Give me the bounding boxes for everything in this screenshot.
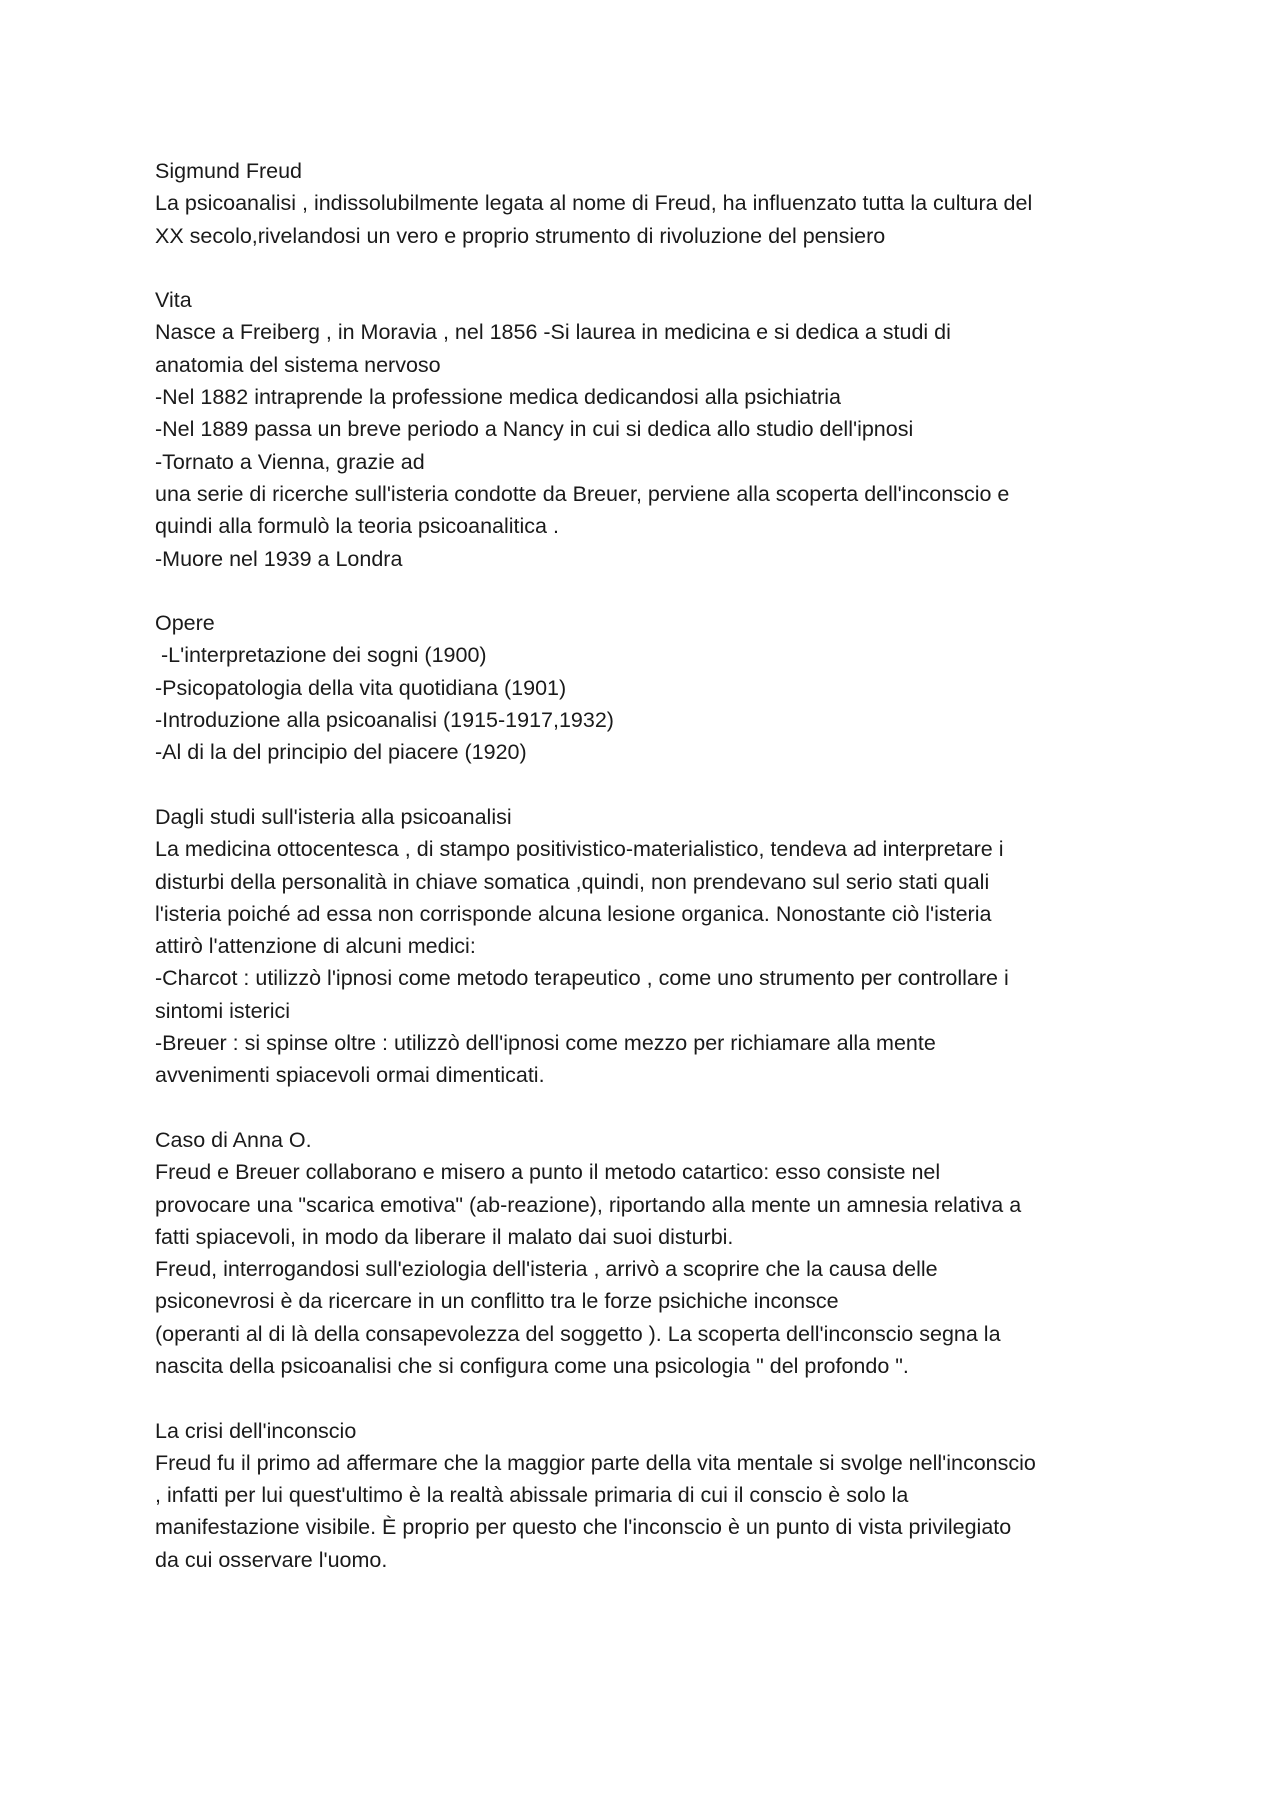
section-heading: La crisi dell'inconscio (155, 1418, 357, 1443)
paragraph-line: Freud, interrogandosi sull'eziologia dell'isteria , arrivò a scoprire che la causa delle (155, 1257, 938, 1282)
paragraph-line: -Nel 1882 intraprende la professione medica dedicandosi alla psichiatria (155, 385, 842, 410)
paragraph-line: provocare una "scarica emotiva" (ab-reazione), riportando alla mente un amnesia relativa a (155, 1192, 1022, 1217)
paragraph-line: (operanti al di là della consapevolezza del soggetto ). La scoperta dell'inconscio segna la (155, 1321, 1001, 1346)
paragraph-line: l'isteria poiché ad essa non corrisponde alcuna lesione organica. Nonostante ciò l'isteria (155, 901, 992, 926)
paragraph-line: nascita della psicoanalisi che si configura come una psicologia " del profondo ". (155, 1353, 909, 1378)
paragraph-line: sintomi isterici (155, 998, 290, 1023)
section-vita (155, 284, 1145, 575)
section-anna-o (155, 1124, 1145, 1382)
paragraph-line: anatomia del sistema nervoso (155, 352, 441, 377)
blank-line (155, 1382, 1145, 1414)
paragraph-line: manifestazione visibile. È proprio per questo che l'inconscio è un punto di vista privilegiato (155, 1515, 1012, 1540)
paragraph-line: Nasce a Freiberg , in Moravia , nel 1856 -Si laurea in medicina e si dedica a studi di (155, 320, 951, 345)
section-heading: Caso di Anna O. (155, 1127, 312, 1152)
paragraph-line: La psicoanalisi , indissolubilmente legata al nome di Freud, ha influenzato tutta la cultura del (155, 191, 1033, 216)
paragraph-line: Freud fu il primo ad affermare che la maggior parte della vita mentale si svolge nell'inconscio (155, 1450, 1036, 1475)
section-heading: Sigmund Freud (155, 159, 302, 183)
paragraph-line: psiconevrosi è da ricercare in un conflitto tra le forze psichiche inconsce (155, 1289, 839, 1314)
blank-line (155, 252, 1145, 284)
list-item: -Psicopatologia della vita quotidiana (1901) (155, 675, 567, 700)
section-sigmund-freud (155, 155, 1145, 252)
paragraph-line: da cui osservare l'uomo. (155, 1547, 388, 1572)
paragraph-line: -Nel 1889 passa un breve periodo a Nancy in cui si dedica allo studio dell'ipnosi (155, 417, 914, 442)
paragraph-line: avvenimenti spiacevoli ormai dimenticati. (155, 1063, 545, 1088)
paragraph-line: , infatti per lui quest'ultimo è la realtà abissale primaria di cui il conscio è solo la (155, 1483, 909, 1508)
blank-line (155, 1092, 1145, 1124)
paragraph-line: -Tornato a Vienna, grazie ad (155, 449, 425, 474)
section-opere (155, 607, 1145, 768)
paragraph-line: Freud e Breuer collaborano e misero a punto il metodo catartico: esso consiste nel (155, 1160, 941, 1185)
section-isteria (155, 801, 1145, 1092)
paragraph-line: disturbi della personalità in chiave somatica ,quindi, non prendevano sul serio stati quali (155, 869, 990, 894)
section-heading: Vita (155, 288, 192, 313)
list-item: -L'interpretazione dei sogni (1900) (155, 643, 487, 668)
paragraph-line: -Charcot : utilizzò l'ipnosi come metodo terapeutico , come uno strumento per controllare i (155, 966, 1009, 991)
section-inconscio (155, 1415, 1145, 1576)
section-heading: Opere (155, 611, 215, 636)
document-page (155, 155, 1145, 1576)
paragraph-line: attirò l'attenzione di alcuni medici: (155, 934, 476, 959)
list-item: -Al di la del principio del piacere (1920) (155, 740, 527, 765)
paragraph-line: -Breuer : si spinse oltre : utilizzò dell'ipnosi come mezzo per richiamare alla mente (155, 1031, 936, 1056)
paragraph-line: La medicina ottocentesca , di stampo positivistico-materialistico, tendeva ad interpretare i (155, 837, 1004, 862)
list-item: -Introduzione alla psicoanalisi (1915-1917,1932) (155, 708, 614, 733)
paragraph-line: quindi alla formulò la teoria psicoanalitica . (155, 514, 559, 539)
section-heading: Dagli studi sull'isteria alla psicoanalisi (155, 804, 512, 829)
paragraph-line: -Muore nel 1939 a Londra (155, 546, 403, 571)
blank-line (155, 769, 1145, 801)
blank-line (155, 575, 1145, 607)
paragraph-line: fatti spiacevoli, in modo da liberare il malato dai suoi disturbi. (155, 1224, 734, 1249)
paragraph-line: XX secolo,rivelandosi un vero e proprio strumento di rivoluzione del pensiero (155, 223, 886, 248)
paragraph-line: una serie di ricerche sull'isteria condotte da Breuer, perviene alla scoperta dell'inconscio e (155, 481, 1010, 506)
